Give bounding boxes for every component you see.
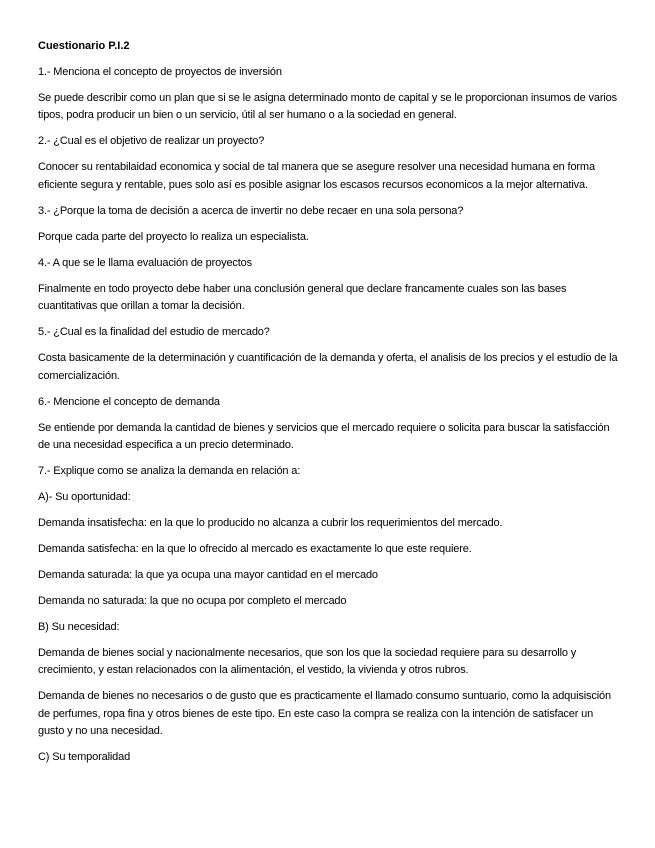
answer-1: Se puede describir como un plan que si se le asigna determinado monto de capital y se le proporcionan insumos de varios tipos, podra producir un bien o un servicio, útil al ser humano o a la sociedad en general. (38, 92, 617, 122)
demand-unsatisfied: Demanda insatisfecha: en la que lo producido no alcanza a cubrir los requerimientos del mercado. (38, 517, 503, 530)
demand-unnecessary-goods: Demanda de bienes no necesarios o de gusto que es practicamente el llamado consumo suntuario, como la adquisisción de perfumes, ropa fina y otros bienes de este tipo. En este caso la compra se realiza con la intención de satisfacer un gusto y no una necesidad. (38, 690, 611, 738)
section-b-heading: B) Su necesidad: (38, 621, 120, 634)
question-4: 4.- A que se le llama evaluación de proyectos (38, 256, 252, 269)
question-3: 3.- ¿Porque la toma de decisión a acerca de invertir no debe recaer en una sola persona? (38, 204, 464, 217)
question-1: 1.- Menciona el concepto de proyectos de inversión (38, 66, 282, 78)
answer-4: Finalmente en todo proyecto debe haber una conclusión general que declare francamente cuales son las bases cuantitativas que orillan a tomar la decisión. (38, 282, 567, 313)
answer-5: Costa basicamente de la determinación y cuantificación de la demanda y oferta, el analisis de los precios y el estudio de la comercialización. (38, 352, 618, 382)
question-2: 2.- ¿Cual es el objetivo de realizar un proyecto? (38, 135, 265, 148)
document-title: Cuestionario P.I.2 (38, 40, 130, 52)
demand-necessary-goods: Demanda de bienes social y nacionalmente necesarios, que son los que la sociedad requiere para su desarrollo y crecimiento, y estan relacionados con la alimentación, el vestido, la vivienda y otros rubros. (38, 647, 577, 677)
section-c-heading: C) Su temporalidad (38, 751, 131, 764)
demand-unsaturated: Demanda no saturada: la que no ocupa por completo el mercado (38, 595, 347, 608)
demand-saturated: Demanda saturada: la que ya ocupa una mayor cantidad en el mercado (38, 569, 378, 582)
answer-2: Conocer su rentabilaidad economica y social de tal manera que se asegure resolver una necesidad humana en forma eficiente segura y rentable, pues solo así es posible asignar los escasos recursos economicos a la mejor alternativa. (38, 161, 595, 191)
document-page (38, 38, 620, 775)
question-7: 7.- Explique como se analiza la demanda en relación a: (38, 465, 301, 478)
demand-satisfied: Demanda satisfecha: en la que lo ofrecido al mercado es exactamente lo que este requiere. (38, 543, 472, 556)
question-6: 6.- Mencione el concepto de demanda (38, 395, 220, 408)
answer-3: Porque cada parte del proyecto lo realiza un especialista. (38, 230, 309, 243)
section-a-heading: A)- Su oportunidad: (38, 491, 131, 504)
question-5: 5.- ¿Cual es la finalidad del estudio de mercado? (38, 326, 270, 339)
answer-6: Se entiende por demanda la cantidad de bienes y servicios que el mercado requiere o solicita para buscar la satisfacción de una necesidad especifica a un precio determinado. (38, 421, 610, 452)
